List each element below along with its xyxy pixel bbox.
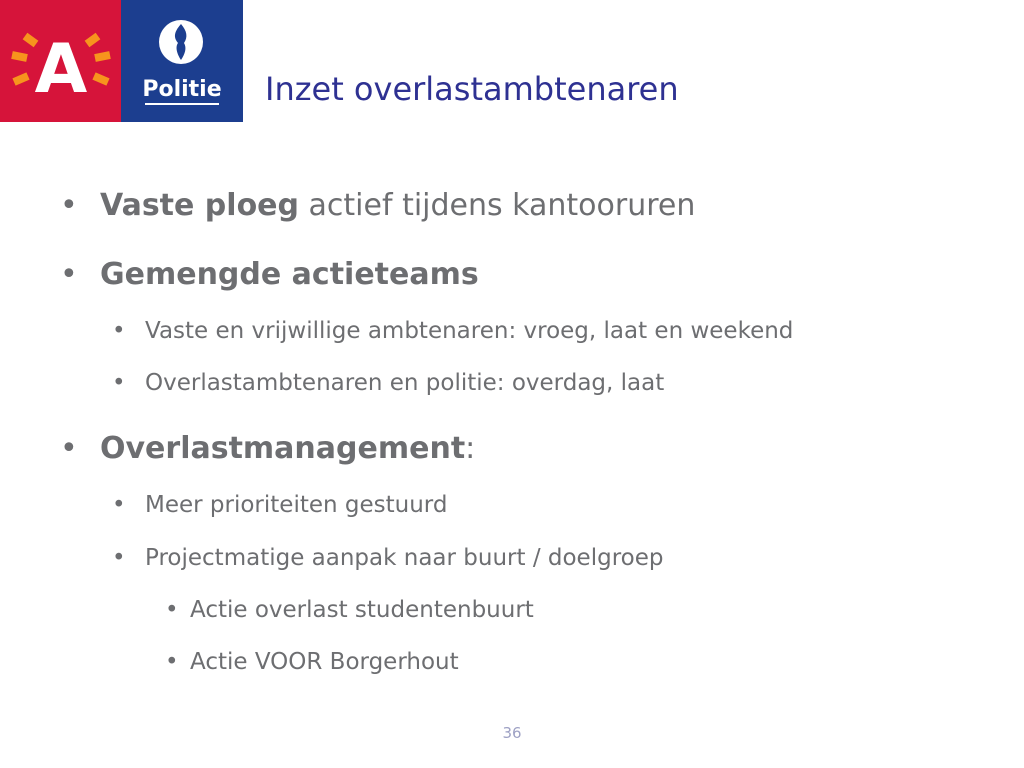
bullet-icon: • <box>60 188 78 223</box>
politie-logo <box>121 0 243 122</box>
sub-bullet-text: Overlastambtenaren en politie: overdag, laat <box>145 370 665 396</box>
bullet-bold-text: Gemengde actieteams <box>100 257 479 292</box>
bullet-icon: • <box>60 431 78 466</box>
sub-bullet-text: Projectmatige aanpak naar buurt / doelgroep <box>145 545 664 571</box>
bullet-icon: • <box>112 545 126 571</box>
bullet-icon: • <box>165 597 179 623</box>
bullet-text: : <box>465 431 476 466</box>
bullet-icon: • <box>165 649 179 675</box>
politie-label: Politie <box>142 77 222 102</box>
bullet-icon: • <box>112 492 126 518</box>
bullet-icon: • <box>112 318 126 344</box>
flame-icon <box>121 0 243 122</box>
sub-bullet-text: Vaste en vrijwillige ambtenaren: vroeg, laat en weekend <box>145 318 794 344</box>
bullet-text: actief tijdens kantooruren <box>299 188 696 223</box>
bullet-bold-text: Overlastmanagement <box>100 431 466 466</box>
antwerpen-letter: A <box>34 30 88 109</box>
sub-sub-bullet-text: Actie VOOR Borgerhout <box>190 649 459 675</box>
bullet-icon: • <box>60 257 78 292</box>
slide-title: Inzet overlastambtenaren <box>265 70 679 108</box>
sub-sub-bullet-text: Actie overlast studentenbuurt <box>190 597 534 623</box>
bullet-bold-text: Vaste ploeg <box>100 188 299 223</box>
antwerpen-a-icon <box>0 0 121 122</box>
antwerpen-logo <box>0 0 121 122</box>
sub-bullet-text: Meer prioriteiten gestuurd <box>145 492 448 518</box>
page-number: 36 <box>502 724 522 742</box>
bullet-icon: • <box>112 370 126 396</box>
